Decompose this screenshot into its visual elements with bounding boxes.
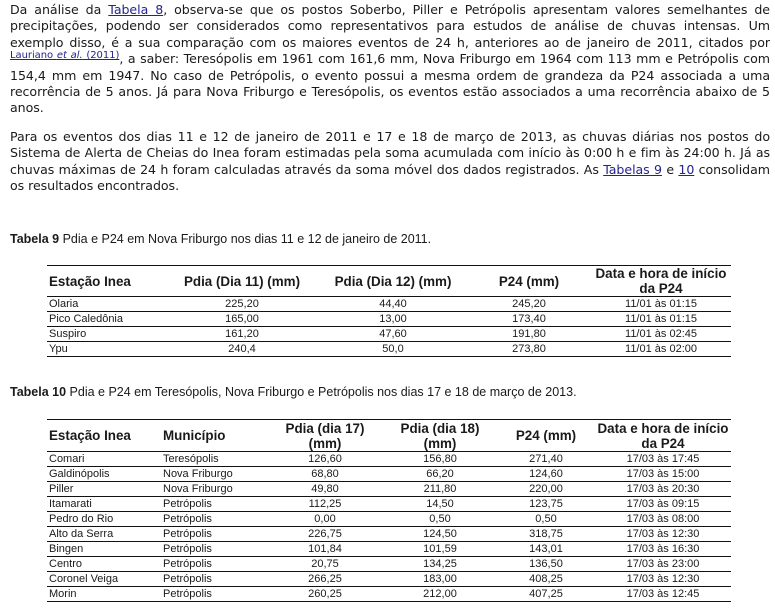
column-header: P24 (mm) — [497, 420, 595, 452]
table-10-label: Tabela 10 — [10, 385, 67, 399]
table-cell: 49,80 — [267, 482, 383, 497]
table-cell: Petrópolis — [161, 557, 267, 572]
text: Para os eventos dos dias 11 e 12 de janeiro de 2011 e 17 e 18 de março de 2013, as chuvas diárias nos postos do Sistema de Alerta de Cheias do Inea foram estimadas pela soma acumulada com início às 0:00 h e fim às 24:00 h. Já as chuvas máximas de 24 h foram calculadas através da soma móvel dos dados registrados. As — [10, 129, 770, 177]
table-cell: 156,80 — [383, 452, 497, 467]
table-row — [47, 512, 731, 527]
table-cell: 136,50 — [497, 557, 595, 572]
table-row — [47, 312, 731, 327]
table-cell: 126,60 — [267, 452, 383, 467]
table-cell: Petrópolis — [161, 497, 267, 512]
paragraph-events — [10, 129, 770, 195]
table-cell: 0,50 — [497, 512, 595, 527]
text: , a saber: Teresópolis em 1961 com 161,6 mm, Nova Friburgo em 1964 com 113 mm e Petrópolis com 154,4 mm em 1947. No caso de Petrópolis, o evento possui a mesma ordem de grandeza da P24 associada a uma recorrência de 5 anos. Já para Nova Friburgo e Teresópolis, os eventos estão associados a uma recorrência abaixo de 5 anos. — [10, 51, 770, 116]
table-row — [47, 527, 731, 542]
table-cell: 240,4 — [165, 342, 319, 357]
column-header: Data e hora de início da P24 — [595, 420, 731, 452]
table-cell: 68,80 — [267, 467, 383, 482]
table-cell: Comari — [47, 452, 161, 467]
table-cell: Nova Friburgo — [161, 467, 267, 482]
table-10 — [47, 419, 731, 602]
table-cell: 0,00 — [267, 512, 383, 527]
table-cell: 20,75 — [267, 557, 383, 572]
table-cell: 101,59 — [383, 542, 497, 557]
text: Da análise da — [10, 2, 109, 17]
table-cell: 211,80 — [383, 482, 497, 497]
table-row — [47, 297, 731, 312]
table-cell: Morin — [47, 587, 161, 602]
table-9-caption-text: Pdia e P24 em Nova Friburgo nos dias 11 e 12 de janeiro de 2011. — [59, 232, 432, 246]
table-cell: 11/01 às 02:00 — [591, 342, 731, 357]
table-cell: Itamarati — [47, 497, 161, 512]
table-cell: 220,00 — [497, 482, 595, 497]
table-cell: 226,75 — [267, 527, 383, 542]
table-row — [47, 557, 731, 572]
table-cell: Petrópolis — [161, 542, 267, 557]
table-cell: 17/03 às 09:15 — [595, 497, 731, 512]
table-row — [47, 342, 731, 357]
table-cell: Suspiro — [47, 327, 165, 342]
table-cell: 318,75 — [497, 527, 595, 542]
column-header: Pdia (Dia 12) (mm) — [319, 266, 467, 297]
table-cell: 11/01 às 02:45 — [591, 327, 731, 342]
table-cell: 17/03 às 20:30 — [595, 482, 731, 497]
table-cell: 183,00 — [383, 572, 497, 587]
table-cell: 13,00 — [319, 312, 467, 327]
table-cell: 407,25 — [497, 587, 595, 602]
table-cell: 143,01 — [497, 542, 595, 557]
table-cell: 273,80 — [467, 342, 591, 357]
table-10-caption — [10, 385, 577, 399]
table-10-caption-text: Pdia e P24 em Teresópolis, Nova Friburgo e Petrópolis nos dias 17 e 18 de março de 2013. — [66, 385, 577, 399]
citation-year: (2011) — [82, 50, 120, 62]
table-row — [47, 572, 731, 587]
table-cell: 134,25 — [383, 557, 497, 572]
table-cell: 66,20 — [383, 467, 497, 482]
table-cell: 245,20 — [467, 297, 591, 312]
table-cell: Bingen — [47, 542, 161, 557]
table-cell: 17/03 às 16:30 — [595, 542, 731, 557]
table-cell: 50,0 — [319, 342, 467, 357]
table-9-label: Tabela 9 — [10, 232, 60, 246]
table-cell: 17/03 às 12:30 — [595, 527, 731, 542]
table-cell: 112,25 — [267, 497, 383, 512]
table-cell: Petrópolis — [161, 527, 267, 542]
link-tabela-8[interactable]: Tabela 8 — [108, 2, 164, 17]
table-cell: Piller — [47, 482, 161, 497]
table-cell: 161,20 — [165, 327, 319, 342]
table-cell: 17/03 às 15:00 — [595, 467, 731, 482]
table-cell: 17/03 às 08:00 — [595, 512, 731, 527]
table-cell: 17/03 às 23:00 — [595, 557, 731, 572]
table-cell: 266,25 — [267, 572, 383, 587]
link-tabelas-9[interactable]: Tabelas 9 — [603, 161, 662, 177]
table-cell: 191,80 — [467, 327, 591, 342]
table-cell: Pedro do Rio — [47, 512, 161, 527]
column-header: P24 (mm) — [467, 266, 591, 297]
text: e — [662, 161, 679, 177]
table-cell: Alto da Serra — [47, 527, 161, 542]
table-cell: Ypu — [47, 342, 165, 357]
column-header: Município — [161, 420, 267, 452]
table-cell: Teresópolis — [161, 452, 267, 467]
table-cell: Petrópolis — [161, 512, 267, 527]
citation-author: Lauriano — [10, 50, 57, 62]
paragraph-analysis — [10, 2, 770, 117]
citation-link-lauriano-2011[interactable] — [10, 50, 119, 61]
table-cell: 408,25 — [497, 572, 595, 587]
table-cell: 11/01 às 01:15 — [591, 297, 731, 312]
table-cell: 173,40 — [467, 312, 591, 327]
table-cell: 47,60 — [319, 327, 467, 342]
link-tabela-10[interactable]: 10 — [678, 161, 695, 177]
table-cell: 17/03 às 12:45 — [595, 587, 731, 602]
text: consolidam os resultados encontrados. — [10, 161, 771, 194]
table-row — [47, 497, 731, 512]
table-cell: 11/01 às 01:15 — [591, 312, 731, 327]
table-cell: Pico Caledônia — [47, 312, 165, 327]
table-cell: Petrópolis — [161, 572, 267, 587]
table-cell: 44,40 — [319, 297, 467, 312]
table-row — [47, 327, 731, 342]
table-cell: 101,84 — [267, 542, 383, 557]
column-header: Data e hora de início da P24 — [591, 266, 731, 297]
text: , observa-se que os postos Soberbo, Piller e Petrópolis apresentam valores semelhantes de precipitações, podendo ser considerados como representativos para estudos de análise de chuvas intensas. Um exemplo disso, é a sua comparação com os maiores eventos de 24 h, anteriores ao de janeiro de 2011, citados por — [10, 2, 770, 50]
table-header-row — [47, 420, 731, 452]
table-cell: 17/03 às 12:30 — [595, 572, 731, 587]
table-cell: Coronel Veiga — [47, 572, 161, 587]
column-header: Pdia (Dia 11) (mm) — [165, 266, 319, 297]
table-cell: 17/03 às 17:45 — [595, 452, 731, 467]
table-header-row — [47, 266, 731, 297]
column-header: Pdia (dia 17) (mm) — [267, 420, 383, 452]
table-cell: 124,60 — [497, 467, 595, 482]
column-header: Pdia (dia 18) (mm) — [383, 420, 497, 452]
table-cell: 0,50 — [383, 512, 497, 527]
column-header: Estação Inea — [47, 420, 161, 452]
table-row — [47, 452, 731, 467]
table-row — [47, 482, 731, 497]
table-cell: Galdinópolis — [47, 467, 161, 482]
table-cell: 260,25 — [267, 587, 383, 602]
table-row — [47, 587, 731, 602]
table-cell: 165,00 — [165, 312, 319, 327]
table-cell: Nova Friburgo — [161, 482, 267, 497]
table-cell: 124,50 — [383, 527, 497, 542]
table-cell: 271,40 — [497, 452, 595, 467]
citation-etal: et al. — [56, 50, 83, 62]
table-cell: 212,00 — [383, 587, 497, 602]
table-cell: Petrópolis — [161, 587, 267, 602]
table-row — [47, 542, 731, 557]
table-cell: 123,75 — [497, 497, 595, 512]
table-row — [47, 467, 731, 482]
table-cell: Olaria — [47, 297, 165, 312]
table-cell: 225,20 — [165, 297, 319, 312]
column-header: Estação Inea — [47, 266, 165, 297]
table-cell: 14,50 — [383, 497, 497, 512]
table-cell: Centro — [47, 557, 161, 572]
table-9 — [47, 265, 731, 357]
table-9-caption — [10, 232, 431, 246]
